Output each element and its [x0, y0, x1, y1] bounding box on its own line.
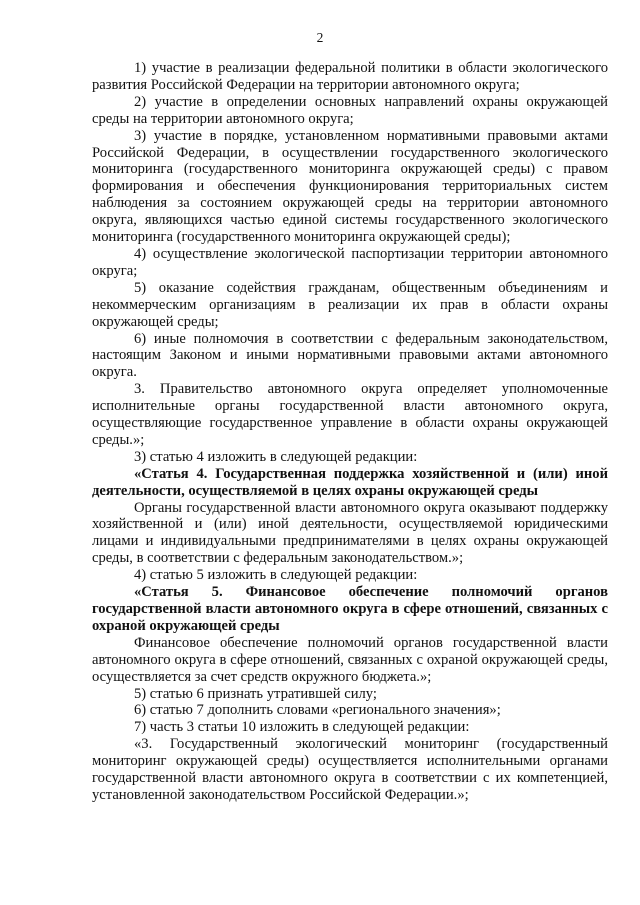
article-4-text: Органы государственной власти автономного округа оказывают поддержку хозяйственной и (или) иной деятельности, осуществляемой юридическими лицами и индивидуальными предпринимателями в целях охраны окружающей среды, в соответствии с федеральным законодательством.»;: [92, 499, 608, 567]
article-5-text: Финансовое обеспечение полномочий органов государственной власти автономного округа в сфере отношений, связанных с охраной окружающей среды, осуществляется за счет средств окружного бюджета.»;: [92, 634, 608, 685]
paragraph-item-6: 6) иные полномочия в соответствии с федеральным законодательством, настоящим Законом и иными нормативными правовыми актами автономного округа.: [92, 330, 608, 381]
article-5-heading: «Статья 5. Финансовое обеспечение полномочий органов государственной власти автономного округа в сфере отношений, связанных с охраной окружающей среды: [92, 584, 608, 634]
paragraph-item-2: 2) участие в определении основных направлений охраны окружающей среды на территории автономного округа;: [92, 93, 608, 127]
article-4-heading: «Статья 4. Государственная поддержка хозяйственной и (или) иной деятельности, осуществляемой в целях охраны окружающей среды: [92, 465, 608, 499]
amendment-item-3: 3) статью 4 изложить в следующей редакции:: [134, 448, 418, 465]
paragraph-item-4: 4) осуществление экологической паспортизации территории автономного округа;: [92, 245, 608, 279]
article-10-part-3-text: «3. Государственный экологический мониторинг (государственный мониторинг окружающей среды) осуществляется исполнительными органами государственной власти автономного округа в соответствии с их компетенцией, установленной законодательством Российской Федерации.»;: [92, 736, 608, 803]
paragraph-item-1: 1) участие в реализации федеральной политики в области экологического развития Российской Федерации на территории автономного округа;: [92, 60, 608, 93]
amendment-item-6: 6) статью 7 дополнить словами «регионального значения»;: [134, 702, 501, 719]
paragraph-part-3: 3. Правительство автономного округа определяет уполномоченные исполнительные органы государственной власти автономного округа, осуществляющие государственное управление в области охраны окружающей среды.»;: [92, 381, 608, 448]
amendment-item-4: 4) статью 5 изложить в следующей редакции:: [134, 567, 418, 584]
amendment-item-5: 5) статью 6 признать утратившей силу;: [134, 685, 377, 702]
amendment-item-7: 7) часть 3 статьи 10 изложить в следующей редакции:: [134, 719, 470, 736]
page-number: 2: [316, 30, 324, 45]
paragraph-item-3: 3) участие в порядке, установленном нормативными правовыми актами Российской Федерации, в осуществлении государственного экологического мониторинга (государственного мониторинга окружающей среды) с правом формирования и обеспечения функционирования территориальных систем наблюдения за состоянием окружающей среды на территории автономного округа, являющихся частью единой системы государственного экологического мониторинга (государственного мониторинга окружающей среды);: [92, 127, 608, 246]
paragraph-item-5: 5) оказание содействия гражданам, общественным объединениям и некоммерческим организациям в реализации их прав в области охраны окружающей среды;: [92, 279, 608, 330]
document-body: [92, 60, 608, 804]
